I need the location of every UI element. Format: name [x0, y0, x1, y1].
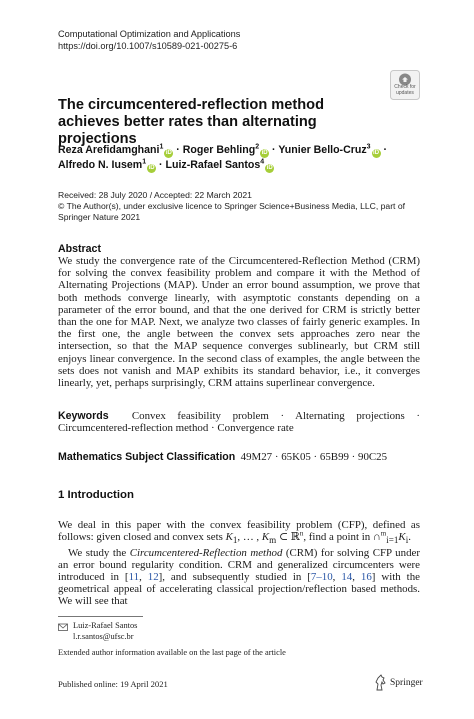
author-separator: ·	[269, 144, 279, 156]
springer-horse-icon	[374, 674, 387, 691]
extended-author-note: Extended author information available on the last page of the article	[58, 648, 286, 657]
author-list	[58, 143, 438, 173]
intro-paragraph-2: We study the Circumcentered-Reflection method (CRM) for solving CFP under an error bound regularity condition. CRM and generalized circumcenters were introduced in [11, 12], and subsequently studied in [7–10, 14, 16] with the geometrical appeal of accelerating classical projection/reflection based methods. We will see that	[58, 546, 420, 608]
abstract-heading: Abstract	[58, 243, 101, 255]
article-history	[58, 190, 428, 223]
orcid-icon[interactable]: iD	[373, 150, 380, 156]
subject-classification	[58, 451, 420, 463]
affiliation-mark: 2	[255, 143, 260, 151]
author-separator: ·	[380, 144, 388, 156]
intro-paragraph-1: We deal in this paper with the convex feasibility problem (CFP), defined as follows: given closed and convex sets $K_1$, … , $K_m$ ⊂ ℝ$^n$, find a point in $\cap^m_{i=1}K_i$.	[58, 519, 420, 546]
abstract-text: We study the convergence rate of the Circumcentered-Reflection Method (CRM) for solving the convex feasibility problem and compare it with the Method of Alternating Projections (MAP). Under an error bound assumption, we prove that both methods converge linearly, with asymptotic constants depending on a parameter of the error bound, and that the one derived for CRM is strictly better than the one for MAP. Next, we analyze two classes of fairly generic examples. In the first one, the angle between the convex sets approaches zero near the intersection, so that the MAP sequence converges sublinearly, but CRM still enjoys linear convergence. In the second class of examples, the angle between the sets does not vanish and MAP exhibits its standard behavior, i.e., it converges linearly, yet, perhaps surprisingly, CRM attains superlinear convergence.	[58, 255, 420, 390]
author-separator: ·	[173, 144, 183, 156]
introduction-body	[58, 519, 420, 608]
corresponding-name: Luiz-Rafael Santos	[73, 621, 138, 630]
msc-codes: 49M27 · 65K05 · 65B99 · 90C25	[240, 451, 388, 463]
author-name[interactable]: Reza Arefidamghani	[58, 144, 160, 156]
msc-label: Mathematics Subject Classification	[58, 451, 236, 463]
author-name[interactable]: Alfredo N. Iusem	[58, 159, 143, 171]
envelope-icon	[58, 622, 68, 632]
affiliation-mark: 3	[366, 143, 371, 151]
affiliation-mark: 4	[260, 158, 265, 166]
check-for-updates-label: Check for updates	[394, 84, 416, 96]
citation-link[interactable]: 7–10	[310, 570, 333, 583]
footnote-divider	[58, 616, 143, 617]
citation-link[interactable]: 11	[128, 570, 140, 583]
author-name[interactable]: Roger Behling	[182, 144, 256, 156]
affiliation-mark: 1	[142, 158, 147, 166]
affiliation-mark: 1	[159, 143, 164, 151]
orcid-icon[interactable]: iD	[261, 150, 268, 156]
orcid-icon[interactable]: iD	[266, 165, 273, 171]
introduction-heading: 1 Introduction	[58, 489, 134, 501]
citation-link[interactable]: 14	[341, 570, 353, 583]
journal-header	[58, 28, 240, 52]
corresponding-author	[73, 621, 137, 642]
journal-name: Computational Optimization and Applications	[58, 29, 241, 39]
citation-link[interactable]: 16	[360, 570, 372, 583]
published-date: Published online: 19 April 2021	[58, 679, 168, 689]
author-name[interactable]: Yunier Bello-Cruz	[278, 144, 367, 156]
orcid-icon[interactable]: iD	[165, 150, 172, 156]
article-title: The circumcentered-reflection method achieves better rates than alternating projections	[58, 97, 324, 147]
keywords-text: Convex feasibility problem · Alternating projections · Circumcentered-reflection method · Convergence rate	[58, 410, 420, 435]
corresponding-email[interactable]: l.r.santos@ufsc.br	[73, 631, 134, 641]
received-accepted: Received: 28 July 2020 / Accepted: 22 March 2021	[58, 190, 252, 200]
publisher-name: Springer	[390, 678, 423, 688]
author-separator: ·	[156, 159, 166, 171]
orcid-icon[interactable]: iD	[148, 165, 155, 171]
author-name[interactable]: Luiz-Rafael Santos	[165, 159, 261, 171]
copyright-notice: © The Author(s), under exclusive licence to Springer Science+Business Media, LLC, part of Springer Nature 2021	[58, 201, 405, 222]
citation-link[interactable]: 12	[147, 570, 159, 583]
keywords	[58, 410, 420, 434]
doi-link[interactable]: https://doi.org/10.1007/s10589-021-00275-6	[58, 41, 238, 51]
keywords-label: Keywords	[58, 410, 109, 422]
